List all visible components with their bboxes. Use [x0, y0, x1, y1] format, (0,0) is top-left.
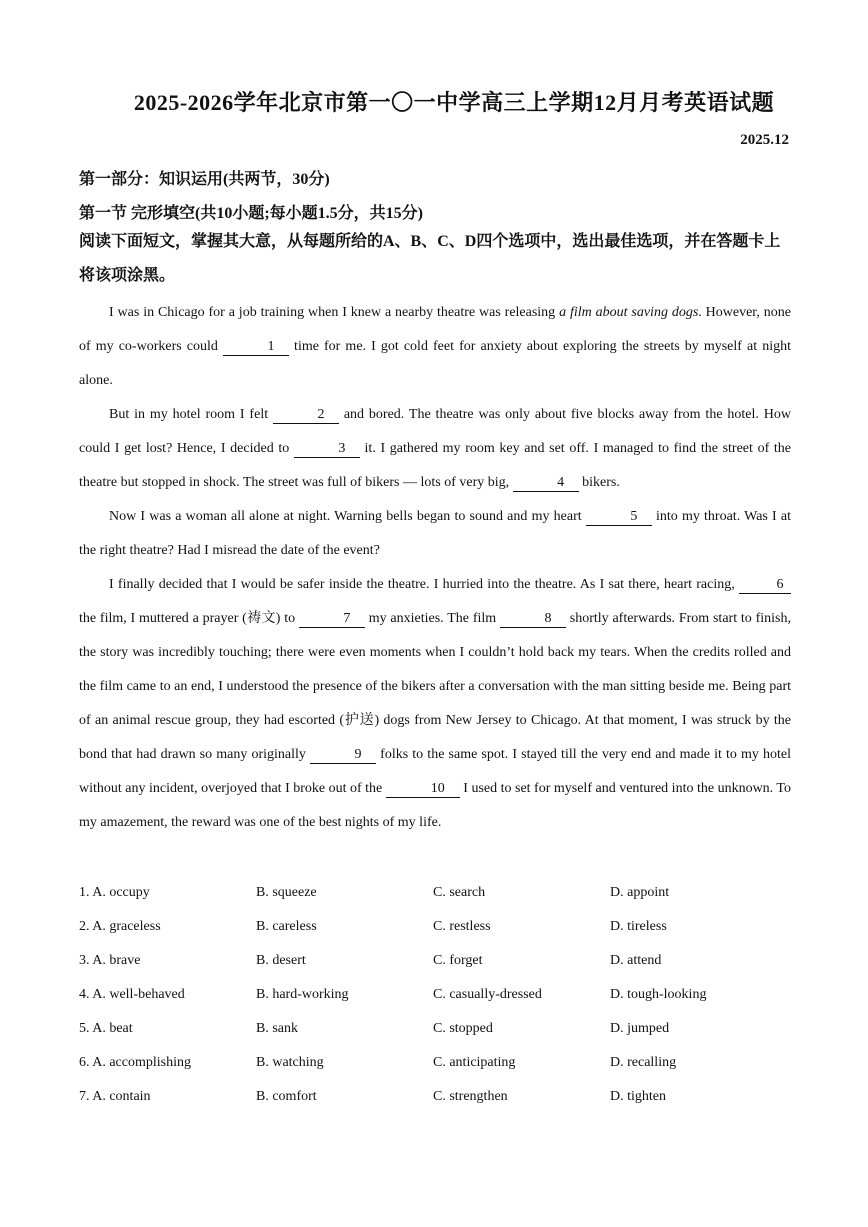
- option-c: C. stopped: [433, 1021, 493, 1036]
- blank-1: 1: [223, 339, 289, 356]
- blank-2: 2: [273, 407, 339, 424]
- option-row: [79, 910, 791, 944]
- passage-text: Now I was a woman all alone at night. Warning bells began to sound and my heart: [109, 509, 586, 524]
- option-c: C. restless: [433, 919, 491, 934]
- option-b: B. watching: [256, 1055, 324, 1070]
- option-c: C. forget: [433, 953, 483, 968]
- option-a: 1. A. occupy: [79, 885, 150, 900]
- option-b: B. comfort: [256, 1089, 317, 1104]
- option-a: 6. A. accomplishing: [79, 1055, 191, 1070]
- options-list: [79, 876, 791, 1114]
- option-row: [79, 1012, 791, 1046]
- passage-text: the film, I muttered a prayer (祷文) to: [79, 611, 299, 626]
- option-b: B. sank: [256, 1021, 298, 1036]
- blank-3: 3: [294, 441, 360, 458]
- instructions: 阅读下面短文，掌握其大意，从每题所给的A、B、C、D四个选项中，选出最佳选项，并在答题卡上将该项涂黑。: [79, 233, 781, 284]
- option-c: C. search: [433, 885, 486, 900]
- option-b: B. hard-working: [256, 987, 349, 1002]
- option-d: D. recalling: [610, 1055, 677, 1070]
- passage-text: . However, none of my co-workers could: [79, 305, 792, 354]
- option-d: D. appoint: [610, 885, 670, 900]
- option-c: C. casually-dressed: [433, 987, 542, 1002]
- film-title-text: a film about saving dogs: [559, 305, 699, 320]
- option-row: [79, 978, 791, 1012]
- page-title: 2025-2026学年北京市第一〇一中学高三上学期12月月考英语试题: [133, 90, 775, 115]
- blank-7: 7: [299, 611, 365, 628]
- passage-text: into my throat. Was I at the right theatre? Had I misread the date of the event?: [79, 509, 792, 558]
- option-a: 2. A. graceless: [79, 919, 161, 934]
- blank-10: 10: [386, 781, 460, 798]
- option-d: D. tough-looking: [610, 987, 707, 1002]
- blank-4: 4: [513, 475, 579, 492]
- passage-text: folks to the same spot. I stayed till the very end and made it to my hotel without any incident, overjoyed that I broke out of the: [79, 747, 791, 796]
- option-a: 7. A. contain: [79, 1089, 151, 1104]
- option-d: D. tireless: [610, 919, 667, 934]
- passage-text: I was in Chicago for a job training when I knew a nearby theatre was releasing: [109, 305, 560, 320]
- option-d: D. tighten: [610, 1089, 666, 1104]
- passage-text: time for me. I got cold feet for anxiety about exploring the streets by myself at night alone.: [79, 339, 791, 388]
- option-c: C. anticipating: [433, 1055, 516, 1070]
- passage-text: I used to set for myself and ventured into the unknown. To my amazement, the reward was one of the best nights of my life.: [79, 781, 791, 830]
- option-row: [79, 1046, 791, 1080]
- option-a: 3. A. brave: [79, 953, 141, 968]
- option-c: C. strengthen: [433, 1089, 508, 1104]
- option-a: 4. A. well-behaved: [79, 987, 185, 1002]
- exam-date: 2025.12: [740, 132, 789, 148]
- option-b: B. careless: [256, 919, 317, 934]
- option-row: [79, 1080, 791, 1114]
- paragraph: [79, 568, 791, 840]
- option-b: B. desert: [256, 953, 306, 968]
- paragraph: [79, 398, 791, 500]
- option-row: [79, 944, 791, 978]
- option-d: D. attend: [610, 953, 662, 968]
- paragraph: [79, 296, 791, 398]
- blank-9: 9: [310, 747, 376, 764]
- passage-text: I finally decided that I would be safer inside the theatre. I hurried into the theatre. As I sat there, heart racing,: [109, 577, 739, 592]
- part-heading: 第一部分：知识运用(共两节，30分): [79, 171, 330, 188]
- cloze-passage: [79, 296, 791, 840]
- passage-text: But in my hotel room I felt: [109, 407, 273, 422]
- option-d: D. jumped: [610, 1021, 670, 1036]
- option-row: [79, 876, 791, 910]
- subsection-heading: 第一节 完形填空(共10小题;每小题1.5分，共15分): [79, 205, 423, 222]
- blank-8: 8: [500, 611, 566, 628]
- option-a: 5. A. beat: [79, 1021, 133, 1036]
- passage-text: it. I gathered my room key and set off. I managed to find the street of the theatre but stopped in shock. The street was full of bikers — lots of very big,: [79, 441, 791, 490]
- blank-6: 6: [739, 577, 791, 594]
- blank-5: 5: [586, 509, 652, 526]
- passage-text: shortly afterwards. From start to finish, the story was incredibly touching; there were even moments when I couldn’t hold back my tears. When the credits rolled and the film came to an end, I understood the presence of the bikers after a conversation with the man sitting beside me. Being part of an animal rescue group, they had escorted (护送) dogs from New Jersey to Chicago. At that moment, I was struck by the bond that had drawn so many originally: [79, 611, 791, 762]
- option-b: B. squeeze: [256, 885, 317, 900]
- paragraph: [79, 500, 791, 568]
- passage-text: and bored. The theatre was only about five blocks away from the hotel. How could I get lost? Hence, I decided to: [79, 407, 791, 456]
- passage-text: my anxieties. The film: [364, 611, 500, 626]
- passage-text: bikers.: [578, 475, 620, 490]
